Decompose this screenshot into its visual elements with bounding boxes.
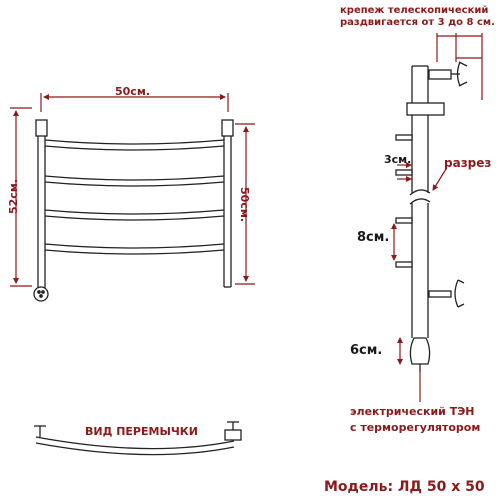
width-dimension-label: 50см. bbox=[115, 85, 150, 98]
model-label: Модель: ЛД 50 х 50 bbox=[324, 479, 485, 495]
telescopic-mount-bottom bbox=[429, 280, 464, 307]
rung-stub bbox=[396, 218, 412, 223]
telescopic-mount-top bbox=[429, 62, 467, 86]
telescopic-mount-label-line1: крепеж телескопический bbox=[340, 5, 489, 16]
coupling-block bbox=[407, 103, 444, 115]
rung-stub bbox=[396, 262, 412, 267]
dimension-6cm-label: 6см. bbox=[350, 343, 383, 358]
dimension-8cm-label: 8см. bbox=[357, 230, 390, 245]
heater-label-line2: с терморегулятором bbox=[350, 421, 481, 434]
bottom-fitting bbox=[34, 287, 48, 301]
rung bbox=[45, 140, 224, 150]
height-left-dimension-label: 52см. bbox=[7, 179, 20, 214]
telescopic-mount-label-line2: раздвигается от 3 до 8 см. bbox=[340, 17, 495, 28]
rung-stub bbox=[396, 135, 412, 140]
jumper-view-label: ВИД ПЕРЕМЫЧКИ bbox=[85, 425, 198, 438]
jumper-mount-right bbox=[225, 422, 241, 440]
heater-label-line1: электрический ТЭН bbox=[350, 405, 475, 418]
heater-element bbox=[410, 338, 429, 372]
height-right-dimension-label: 50см. bbox=[238, 187, 251, 222]
cut-section-label: разрез bbox=[444, 156, 492, 170]
left-pipe bbox=[36, 120, 47, 288]
dimension-3cm-label: 3см. bbox=[384, 153, 412, 166]
rung bbox=[45, 244, 224, 254]
rung-stub bbox=[396, 170, 412, 175]
jumper-mount-left bbox=[34, 426, 46, 437]
right-pipe bbox=[222, 120, 233, 287]
side-view bbox=[396, 62, 467, 372]
rung bbox=[45, 176, 224, 186]
front-view bbox=[34, 120, 233, 301]
rung bbox=[45, 210, 224, 220]
